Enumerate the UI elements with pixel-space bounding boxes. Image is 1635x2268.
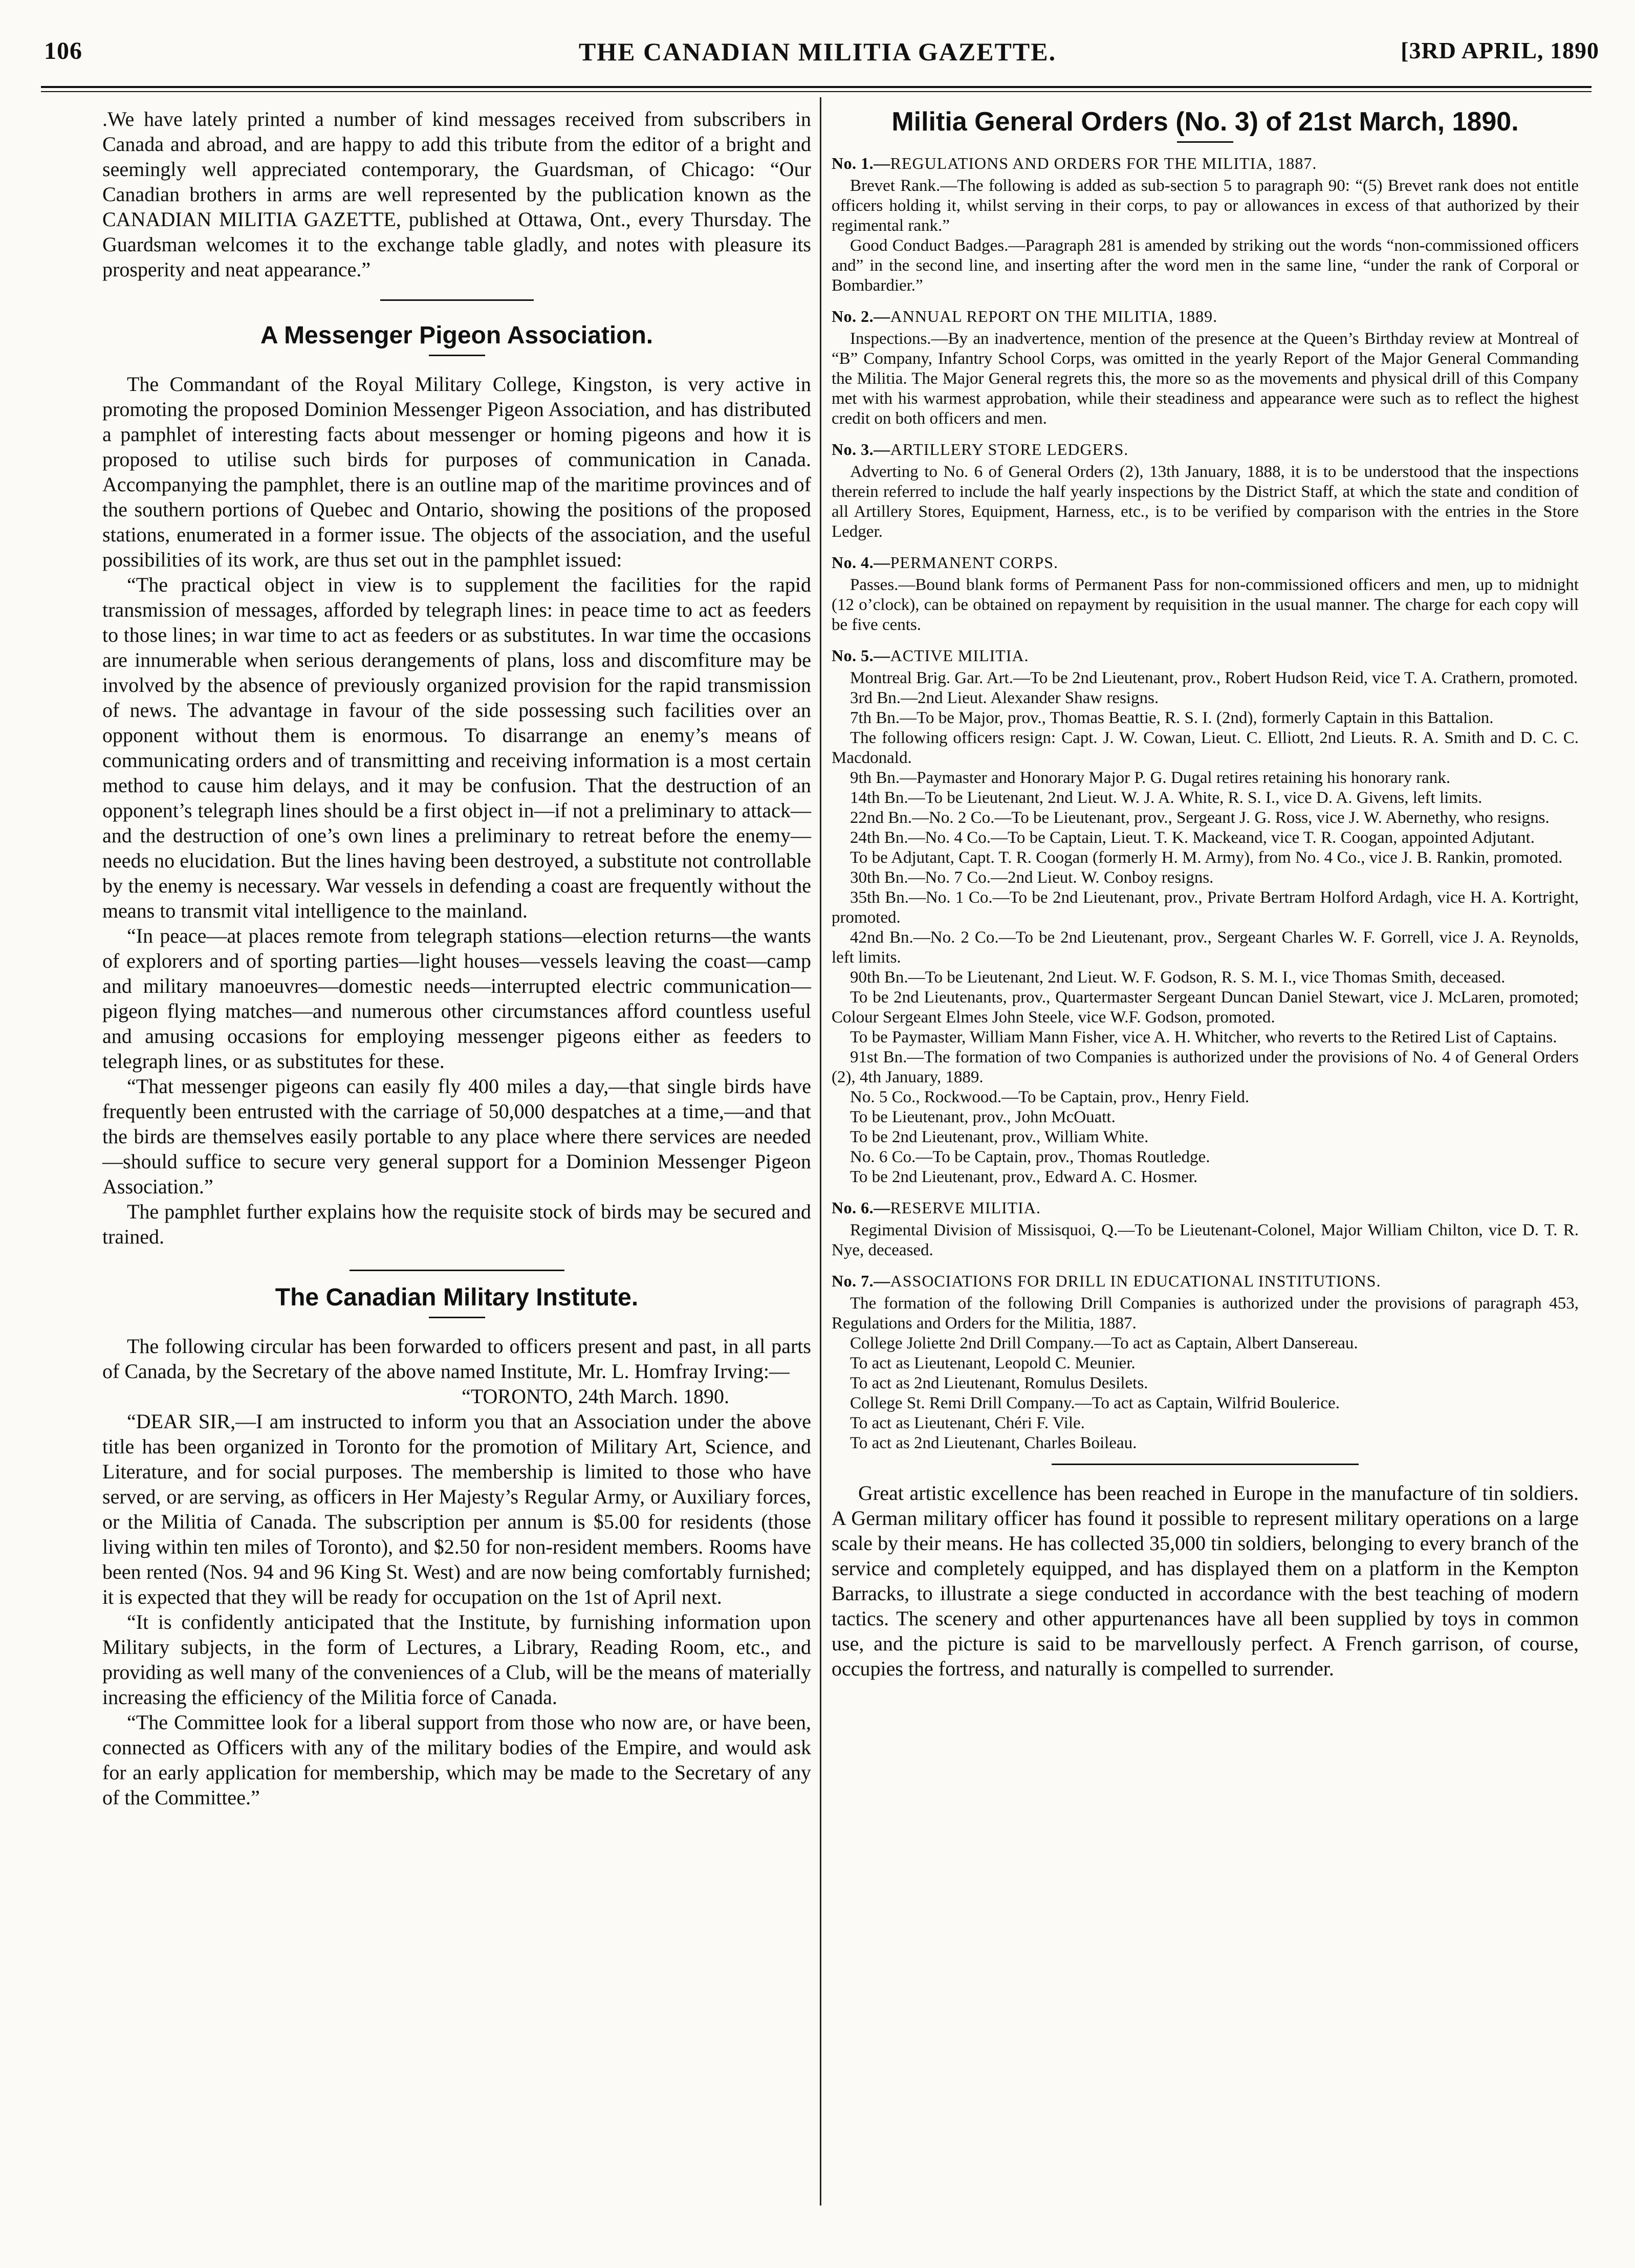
order-subitem: To be 2nd Lieutenant, prov., Edward A. C. Hosmer.: [850, 1168, 1198, 1186]
order-number: No. 1.—: [832, 154, 890, 172]
heading-rule: [1177, 141, 1233, 143]
order-paragraph: 90th Bn.—To be Lieutenant, 2nd Lieut. W. F. Godson, R. S. M. I., vice Thomas Smith, deceased.: [850, 968, 1506, 987]
orders-title: Militia General Orders (No. 3) of 21st March, 1890.: [891, 107, 1519, 137]
order-subitem: To be Lieutenant, prov., John McOuatt.: [850, 1108, 1116, 1126]
order-paragraph: 9th Bn.—Paymaster and Honorary Major P. G. Dugal retires retaining his honorary rank.: [850, 769, 1451, 787]
order-heading: RESERVE MILITIA.: [890, 1198, 1041, 1217]
order-paragraph: Adverting to No. 6 of General Orders (2), 13th January, 1888, it is to be understood that the inspections therein referred to include the half yearly inspections by the District Staff, at which the state and condition of all Artillery Stores, Equipment, Harness, etc., is to be verified by comparison with the entries in the Store Ledger.: [832, 463, 1579, 541]
order-subitem: To be 2nd Lieutenant, prov., William White.: [850, 1128, 1149, 1146]
order-subitem: No. 6 Co.—To be Captain, prov., Thomas Routledge.: [850, 1148, 1210, 1166]
order-6: [832, 1198, 1579, 1260]
order-subitem: No. 5 Co., Rockwood.—To be Captain, prov., Henry Field.: [850, 1088, 1250, 1106]
letter-date: “TORONTO, 24th March. 1890.: [462, 1385, 729, 1408]
order-heading: REGULATIONS AND ORDERS FOR THE MILITIA, 1887.: [890, 154, 1317, 172]
order-paragraph: Inspections.—By an inadvertence, mention of the presence at the Queen’s Birthday review at Montreal of “B” Company, Infantry School Corps, was omitted in the yearly Report of the Major General Commanding the Militia. The Major General regrets this, the more so as the movements and physical drill of this Company met with his warmest approbation, while their steadiness and appearance were such as to reflect the highest credit on both officers and men.: [832, 330, 1579, 428]
heading-rule: [429, 1317, 485, 1318]
order-paragraph: Good Conduct Badges.—Paragraph 281 is amended by striking out the words “non-commissioned officers and” in the second line, and inserting after the word men in the same line, “under the rank of Corporal or Bombardier.”: [832, 236, 1579, 295]
order-number: No. 4.—: [832, 553, 890, 572]
order-heading: ACTIVE MILITIA.: [890, 646, 1029, 665]
section-rule: [380, 299, 534, 301]
order-heading: ANNUAL REPORT ON THE MILITIA, 1889.: [890, 307, 1218, 325]
order-heading: ASSOCIATIONS FOR DRILL IN EDUCATIONAL INSTITUTIONS.: [890, 1272, 1381, 1290]
order-1: [832, 154, 1579, 296]
issue-date: [3RD APRIL, 1890: [1401, 37, 1599, 63]
masthead-title: THE CANADIAN MILITIA GAZETTE.: [578, 37, 1057, 66]
right-column: [832, 106, 1579, 1681]
order-paragraph: To be Paymaster, William Mann Fisher, vice A. H. Whitcher, who reverts to the Retired List of Captains.: [850, 1028, 1557, 1046]
order-subitem: To act as 2nd Lieutenant, Romulus Desilets.: [850, 1374, 1148, 1392]
institute-paragraph: “The Committee look for a liberal support from those who now are, or have been, connected as Officers with any of the military bodies of the Empire, and would ask for an early application for membership, which may be made to the Secretary of any of the Committee.”: [102, 1711, 811, 1809]
intro-paragraph: .We have lately printed a number of kind messages received from subscribers in Canada and abroad, and are happy to add this tribute from the editor of a bright and seemingly well appreciated contemporary, the Guardsman, of Chicago: “Our Canadian brothers in arms are well represented by the publication known as the CANADIAN MILITIA GAZETTE, published at Ottawa, Ont., every Thursday. The Guardsman welcomes it to the exchange table gladly, and notes with pleasure its prosperity and neat appearance.”: [102, 107, 811, 281]
order-paragraph: Brevet Rank.—The following is added as sub-section 5 to paragraph 90: “(5) Brevet rank does not entitle officers holding it, whilst serving in their corps, to pay or allowances in excess of that authorized by their regimental rank.”: [832, 177, 1579, 235]
order-number: No. 5.—: [832, 646, 890, 665]
pigeon-paragraph: The Commandant of the Royal Military College, Kingston, is very active in promoting the proposed Dominion Messenger Pigeon Association, and has distributed a pamphlet of interesting facts about messenger or homing pigeons and how it is proposed to utilise such birds for purposes of communication in Canada. Accompanying the pamphlet, there is an outline map of the maritime provinces and of the southern portions of Quebec and Ontario, showing the positions of the proposed stations, enumerated in a former issue. The objects of the association, and the useful possibilities of its work, are thus set out in the pamphlet issued:: [102, 373, 811, 571]
order-paragraph: 24th Bn.—No. 4 Co.—To be Captain, Lieut. T. K. Mackeand, vice T. R. Coogan, appointed Adjutant.: [850, 828, 1535, 847]
institute-heading: The Canadian Military Institute.: [275, 1284, 639, 1311]
order-subitem: To act as Lieutenant, Leopold C. Meunier.: [850, 1354, 1136, 1372]
order-paragraph: 42nd Bn.—No. 2 Co.—To be 2nd Lieutenant, prov., Sergeant Charles W. F. Gorrell, vice J. A. Reynolds, left limits.: [832, 928, 1579, 967]
order-heading: ARTILLERY STORE LEDGERS.: [890, 440, 1129, 459]
order-number: No. 7.—: [832, 1272, 890, 1290]
tin-soldiers-paragraph: Great artistic excellence has been reached in Europe in the manufacture of tin soldiers. A German military officer has found it possible to represent military operations on a large scale by their means. He has collected 35,000 tin soldiers, belonging to every branch of the service and completely equipped, and has displayed them on a platform in the Kempton Barracks, to illustrate a siege conducted in accordance with the best teaching of modern tactics. The scenery and other appurtenances have all been supplied by toys in common use, and the picture is said to be marvellously perfect. A French garrison, of course, occupies the fortress, and naturally is compelled to surrender.: [832, 1481, 1579, 1680]
pigeon-paragraph: The pamphlet further explains how the requisite stock of birds may be secured and trained.: [102, 1200, 811, 1248]
order-paragraph: 35th Bn.—No. 1 Co.—To be 2nd Lieutenant, prov., Private Bertram Holford Ardagh, vice H. A. Kortright, promoted.: [832, 888, 1579, 927]
column-divider: [820, 97, 821, 2206]
pigeon-paragraph: “That messenger pigeons can easily fly 400 miles a day,—that single birds have frequently been entrusted with the carriage of 50,000 despatches at a time,—and that the birds are themselves easily portable to any place where there services are needed—should suffice to secure very general support for a Dominion Messenger Pigeon Association.”: [102, 1075, 811, 1198]
order-paragraph: 22nd Bn.—No. 2 Co.—To be Lieutenant, prov., Sergeant J. G. Ross, vice J. W. Abernethy, who resigns.: [850, 809, 1550, 827]
order-paragraph: 7th Bn.—To be Major, prov., Thomas Beattie, R. S. I. (2nd), formerly Captain in this Battalion.: [850, 709, 1494, 727]
order-paragraph: Regimental Division of Missisquoi, Q.—To be Lieutenant-Colonel, Major William Chilton, vice D. T. R. Nye, deceased.: [832, 1221, 1579, 1259]
order-heading: PERMANENT CORPS.: [890, 553, 1058, 572]
institute-intro: The following circular has been forwarded to officers present and past, in all parts of Canada, by the Secretary of the above named Institute, Mr. L. Homfray Irving:—: [102, 1335, 811, 1383]
pigeon-paragraph: “In peace—at places remote from telegraph stations—election returns—the wants of explorers and of sporting parties—light houses—vessels leaving the coast—camp and military manoeuvres—domestic needs—interrupted electric communication—pigeon flying matches—and numerous other circumstances afford countless useful and amusing occasions for employing messenger pigeons either as feeders to telegraph lines, or as substitutes for these.: [102, 924, 811, 1073]
pigeon-heading: A Messenger Pigeon Association.: [260, 322, 653, 349]
order-number: No. 6.—: [832, 1198, 890, 1217]
left-column: [102, 106, 811, 1810]
order-paragraph: Passes.—Bound blank forms of Permanent Pass for non-commissioned officers and men, up to midnight (12 o’clock), can be obtained on repayment by requisition in the usual manner. The charge for each copy will be five cents.: [832, 576, 1579, 634]
order-4: [832, 553, 1579, 635]
section-rule: [1052, 1464, 1359, 1465]
order-subitem: College Joliette 2nd Drill Company.—To act as Captain, Albert Dansereau.: [850, 1334, 1358, 1353]
order-paragraph: To be 2nd Lieutenants, prov., Quartermaster Sergeant Duncan Daniel Stewart, vice J. McLaren, promoted; Colour Sergeant Elmes John Steele, vice W.F. Godson, promoted.: [832, 988, 1579, 1027]
order-paragraph: The formation of the following Drill Companies is authorized under the provisions of paragraph 453, Regulations and Orders for the Militia, 1887.: [832, 1294, 1579, 1333]
institute-paragraph: “DEAR SIR,—I am instructed to inform you that an Association under the above title has been organized in Toronto for the promotion of Military Art, Science, and Literature, and for social purposes. The membership is limited to those who have served, or are serving, as officers in Her Majesty’s Regular Army, or Auxiliary forces, or the Militia of Canada. The subscription per annum is $5.00 for residents (those living within ten miles of Toronto), and $2.50 for non-resident members. Rooms have been rented (Nos. 94 and 96 King St. West) and are now being comfortably furnished; it is expected that they will be ready for occupation on the 1st of April next.: [102, 1410, 811, 1608]
order-5: [832, 646, 1579, 1187]
order-paragraph: 30th Bn.—No. 7 Co.—2nd Lieut. W. Conboy resigns.: [850, 868, 1214, 887]
order-number: No. 3.—: [832, 440, 890, 459]
order-7: [832, 1272, 1579, 1453]
order-subitem: College St. Remi Drill Company.—To act as Captain, Wilfrid Boulerice.: [850, 1394, 1340, 1412]
heading-rule: [429, 355, 485, 356]
header-rule-bottom: [41, 91, 1592, 92]
order-subitem: To act as 2nd Lieutenant, Charles Boileau.: [850, 1434, 1137, 1452]
institute-paragraph: “It is confidently anticipated that the Institute, by furnishing information upon Military subjects, in the form of Lectures, a Library, Reading Room, etc., and providing as well many of the conveniences of a Club, will be the means of materially increasing the efficiency of the Militia force of Canada.: [102, 1610, 811, 1709]
order-paragraph: 14th Bn.—To be Lieutenant, 2nd Lieut. W. J. A. White, R. S. I., vice D. A. Givens, left limits.: [850, 789, 1483, 807]
order-number: No. 2.—: [832, 307, 890, 325]
order-paragraph: 91st Bn.—The formation of two Companies is authorized under the provisions of No. 4 of General Orders (2), 4th January, 1889.: [832, 1048, 1579, 1086]
order-subitem: To act as Lieutenant, Chéri F. Vile.: [850, 1414, 1085, 1432]
order-paragraph: Montreal Brig. Gar. Art.—To be 2nd Lieutenant, prov., Robert Hudson Reid, vice T. A. Crathern, promoted.: [850, 669, 1578, 687]
section-rule: [350, 1270, 564, 1271]
header-rule-top: [41, 86, 1592, 88]
page-number: 106: [44, 37, 82, 64]
order-paragraph: 3rd Bn.—2nd Lieut. Alexander Shaw resigns.: [850, 689, 1159, 707]
order-2: [832, 307, 1579, 429]
pigeon-paragraph: “The practical object in view is to supplement the facilities for the rapid transmission of messages, afforded by telegraph lines: in peace time to act as feeders to those lines; in war time to act as feeders or as substitutes. In war time the occasions are innumerable when serious derangements of plans, loss and discomfiture may be involved by the absence of previously organized provision for the rapid transmission of news. The advantage in favour of the side possessing such facilities over an opponent without them is enormous. To disarrange an enemy’s means of communicating orders and of transmitting and receiving information is a most certain method to cause him delays, and it may be confusion. That the destruction of an opponent’s telegraph lines should be a first object in—if not a preliminary to attack—and the destruction of one’s own lines a preliminary to retreat before the enemy—needs no elucidation. But the lines having been destroyed, a substitute not controllable by the enemy is necessary. War vessels in defending a coast are frequently without the means to transmit vital intelligence to the mainland.: [102, 573, 811, 922]
order-paragraph: The following officers resign: Capt. J. W. Cowan, Lieut. C. Elliott, 2nd Lieuts. R. A. Smith and D. C. C. Macdonald.: [832, 729, 1579, 767]
order-3: [832, 440, 1579, 542]
order-paragraph: To be Adjutant, Capt. T. R. Coogan (formerly H. M. Army), from No. 4 Co., vice J. B. Rankin, promoted.: [850, 848, 1563, 867]
